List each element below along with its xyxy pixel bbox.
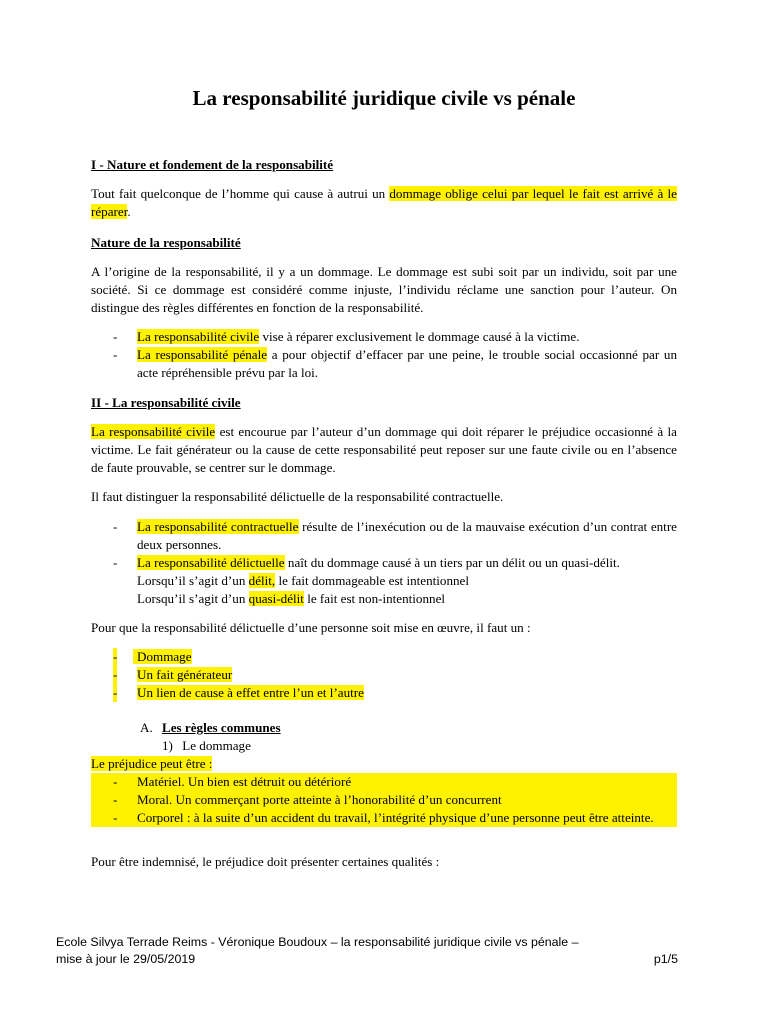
footer-line-2: mise à jour le 29/05/2019 bbox=[56, 952, 196, 966]
list-item bbox=[91, 666, 677, 684]
text-run: naît du dommage causé à un tiers par un délit ou un quasi-délit. bbox=[284, 555, 620, 570]
highlighted-text: quasi-délit bbox=[248, 591, 304, 606]
highlighted-text: La responsabilité civile bbox=[137, 329, 260, 344]
list-text: Corporel : à la suite d’un accident du travail, l’intégrité physique d’une personne peut être atteinte. bbox=[137, 810, 654, 825]
highlighted-text: dommage oblige celui par lequel le fait est arrivé à le réparer bbox=[91, 186, 677, 219]
list-item bbox=[91, 773, 677, 791]
sub-line bbox=[91, 590, 677, 608]
dash-bullet: - bbox=[113, 347, 118, 362]
highlighted-text: délit, bbox=[248, 573, 276, 588]
dash-bullet: - bbox=[113, 792, 118, 807]
highlighted-text: Le préjudice peut être : bbox=[91, 756, 213, 771]
section-2-bullet-list bbox=[91, 518, 677, 608]
text-run: vise à réparer exclusivement le dommage causé à la victime. bbox=[259, 329, 580, 344]
list-item bbox=[91, 346, 677, 382]
item-number: 1) bbox=[162, 738, 173, 753]
text-run: le fait est non-intentionnel bbox=[303, 591, 446, 606]
prejudice-list bbox=[91, 773, 677, 827]
dash-bullet: - bbox=[113, 329, 118, 344]
list-item bbox=[91, 518, 677, 554]
subsection-label: Les règles communes bbox=[162, 720, 281, 735]
item-label: Le dommage bbox=[182, 738, 251, 753]
list-item bbox=[91, 809, 677, 827]
section-1-paragraph-1 bbox=[91, 185, 677, 221]
text-run: le fait dommageable est intentionnel bbox=[275, 573, 470, 588]
dash-bullet: - bbox=[113, 810, 118, 825]
highlighted-text: Un fait générateur bbox=[137, 667, 233, 682]
dash-bullet: - bbox=[113, 774, 118, 789]
subsection-letter: A. bbox=[140, 720, 153, 735]
dash-bullet: - bbox=[113, 685, 118, 700]
section-2-paragraph-1 bbox=[91, 423, 677, 477]
dash-bullet: - bbox=[113, 519, 118, 534]
list-item bbox=[91, 328, 677, 346]
dash-bullet: - bbox=[113, 649, 118, 664]
page-number: p1/5 bbox=[653, 952, 678, 966]
list-item bbox=[91, 554, 677, 572]
page-footer bbox=[56, 934, 678, 968]
text-run: est encourue par l’auteur d’un dommage qui doit réparer le préjudice occasionné à la victime. Le fait générateur ou la cause de cette responsabilité peut reposer sur une faute civile ou en l’absence de faute prouvable, se centrer sur le dommage. bbox=[91, 424, 677, 475]
conditions-list bbox=[91, 648, 677, 702]
list-item bbox=[91, 648, 677, 666]
highlighted-text: La responsabilité délictuelle bbox=[137, 555, 285, 570]
section-2-paragraph-4: Pour être indemnisé, le préjudice doit présenter certaines qualités : bbox=[91, 854, 440, 869]
section-2-heading: II - La responsabilité civile bbox=[91, 395, 241, 410]
section-1-heading: I - Nature et fondement de la responsabilité bbox=[91, 157, 334, 172]
list-item bbox=[91, 791, 677, 809]
nature-heading: Nature de la responsabilité bbox=[91, 235, 241, 250]
sub-line bbox=[91, 572, 677, 590]
text-run: Lorsqu’il s’agit d’un bbox=[137, 591, 249, 606]
text-run: Lorsqu’il s’agit d’un bbox=[137, 573, 249, 588]
section-2-paragraph-2: Il faut distinguer la responsabilité délictuelle de la responsabilité contractuelle. bbox=[91, 489, 504, 504]
text-run: Tout fait quelconque de l’homme qui cause à autrui un bbox=[91, 186, 390, 201]
numbered-item-1 bbox=[162, 737, 562, 755]
prejudice-intro bbox=[91, 755, 677, 773]
dash-bullet: - bbox=[113, 667, 118, 682]
footer-line-1: Ecole Silvya Terrade Reims - Véronique Boudoux – la responsabilité juridique civile vs pénale – bbox=[56, 935, 579, 949]
section-1-paragraph-2: A l’origine de la responsabilité, il y a un dommage. Le dommage est subi soit par un individu, soit par une société. Si ce dommage est considéré comme injuste, l’individu réclame une sanction pour l’auteur. On distingue des règles différentes en fonction de la responsabilité. bbox=[91, 264, 677, 315]
highlighted-text: La responsabilité contractuelle bbox=[137, 519, 299, 534]
highlighted-text: Un lien de cause à effet entre l’un et l’autre bbox=[137, 685, 364, 700]
page-title: La responsabilité juridique civile vs pénale bbox=[192, 86, 576, 110]
subsection-a-heading bbox=[140, 719, 640, 737]
list-text: Matériel. Un bien est détruit ou détérioré bbox=[137, 774, 352, 789]
list-text: Moral. Un commerçant porte atteinte à l’honorabilité d’un concurrent bbox=[137, 792, 502, 807]
highlighted-text: La responsabilité pénale bbox=[137, 347, 268, 362]
section-2-paragraph-3: Pour que la responsabilité délictuelle d’une personne soit mise en œuvre, il faut un : bbox=[91, 620, 531, 635]
text-run: a pour objectif d’effacer par une peine, le trouble social occasionné par un acte répréhensible prévu par la loi. bbox=[137, 347, 677, 380]
highlighted-text: La responsabilité civile bbox=[91, 424, 216, 439]
text-run: . bbox=[127, 204, 131, 219]
text-run: résulte de l’inexécution ou de la mauvaise exécution d’un contrat entre deux personnes. bbox=[137, 519, 677, 552]
list-item bbox=[91, 684, 677, 702]
highlighted-text: Dommage bbox=[133, 649, 192, 664]
dash-bullet: - bbox=[113, 555, 118, 570]
section-1-bullet-list bbox=[91, 328, 677, 382]
